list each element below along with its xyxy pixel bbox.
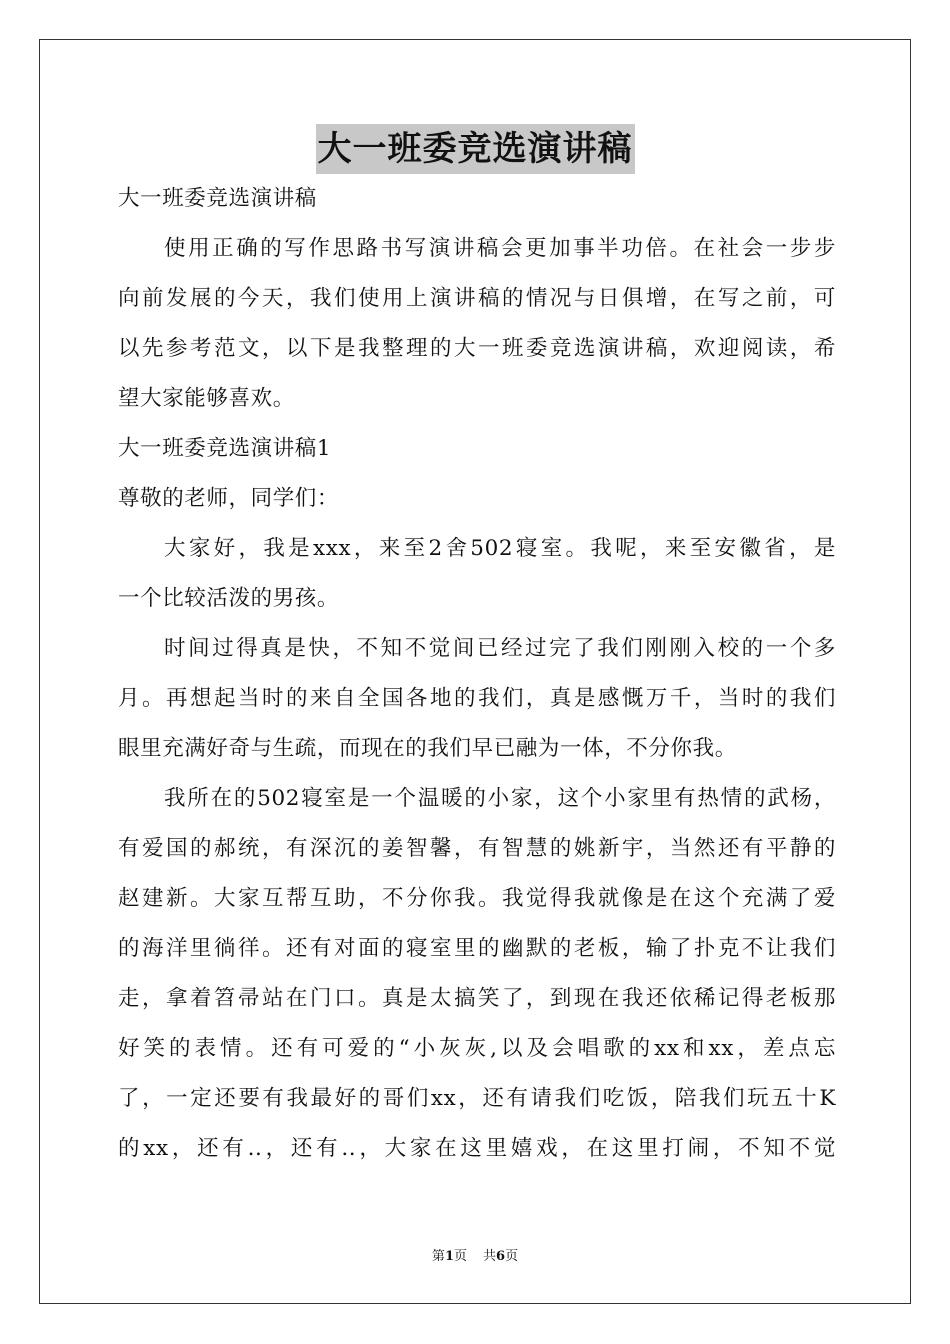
page-footer: [0, 1245, 950, 1264]
text-line: 以先参考范文，以下是我整理的大一班委竞选演讲稿，欢迎阅读，希: [118, 336, 836, 361]
text-line: 大家好，我是xxx，来至2舍502寝室。我呢，来至安徽省，是: [164, 536, 836, 561]
text-line: 走，拿着笤帚站在门口。真是太搞笑了，到现在我还依稀记得老板那: [118, 986, 836, 1011]
text-line: 的xx，还有..，还有..，大家在这里嬉戏，在这里打闹，不知不觉: [118, 1136, 836, 1161]
total-pages-prefix: 共: [483, 1249, 497, 1264]
document-title: 大一班委竞选演讲稿: [316, 124, 635, 174]
document-body: [118, 174, 836, 1174]
text-line: 向前发展的今天，我们使用上演讲稿的情况与日俱增，在写之前，可: [118, 286, 836, 311]
text-line: 我所在的502寝室是一个温暖的小家，这个小家里有热情的武杨，: [164, 786, 836, 811]
text-line: 大一班委竞选演讲稿1: [118, 436, 332, 461]
text-line: 尊敬的老师，同学们：: [118, 486, 340, 511]
text-line: 眼里充满好奇与生疏，而现在的我们早已融为一体，不分你我。: [118, 736, 737, 761]
text-line: 有爱国的郝统，有深沉的姜智馨，有智慧的姚新宇，当然还有平静的: [118, 836, 836, 861]
text-line: 月。再想起当时的来自全国各地的我们，真是感慨万千，当时的我们: [118, 686, 836, 711]
text-line: 的海洋里徜徉。还有对面的寝室里的幽默的老板，输了扑克不让我们: [118, 936, 836, 961]
text-line: 一个比较活泼的男孩。: [118, 586, 340, 611]
title-container: [0, 124, 950, 174]
text-line: 时间过得真是快，不知不觉间已经过完了我们刚刚入校的一个多: [164, 636, 836, 661]
current-page-number: 1: [444, 1249, 454, 1264]
text-line: 了，一定还要有我最好的哥们xx，还有请我们吃饭，陪我们玩五十K: [118, 1086, 836, 1111]
text-line: 赵建新。大家互帮互助，不分你我。我觉得我就像是在这个充满了爱: [118, 886, 836, 911]
text-line: 好笑的表情。还有可爱的“小灰灰,以及会唱歌的xx和xx，差点忘: [118, 1036, 836, 1061]
page-number-suffix: 页: [453, 1249, 467, 1264]
total-pages-suffix: 页: [505, 1249, 519, 1264]
text-line: 望大家能够喜欢。: [118, 386, 295, 411]
text-line: 大一班委竞选演讲稿: [118, 186, 317, 211]
total-page-count: 6: [496, 1249, 506, 1264]
page-number-prefix: 第: [431, 1249, 445, 1264]
text-line: 使用正确的写作思路书写演讲稿会更加事半功倍。在社会一步步: [164, 236, 836, 261]
